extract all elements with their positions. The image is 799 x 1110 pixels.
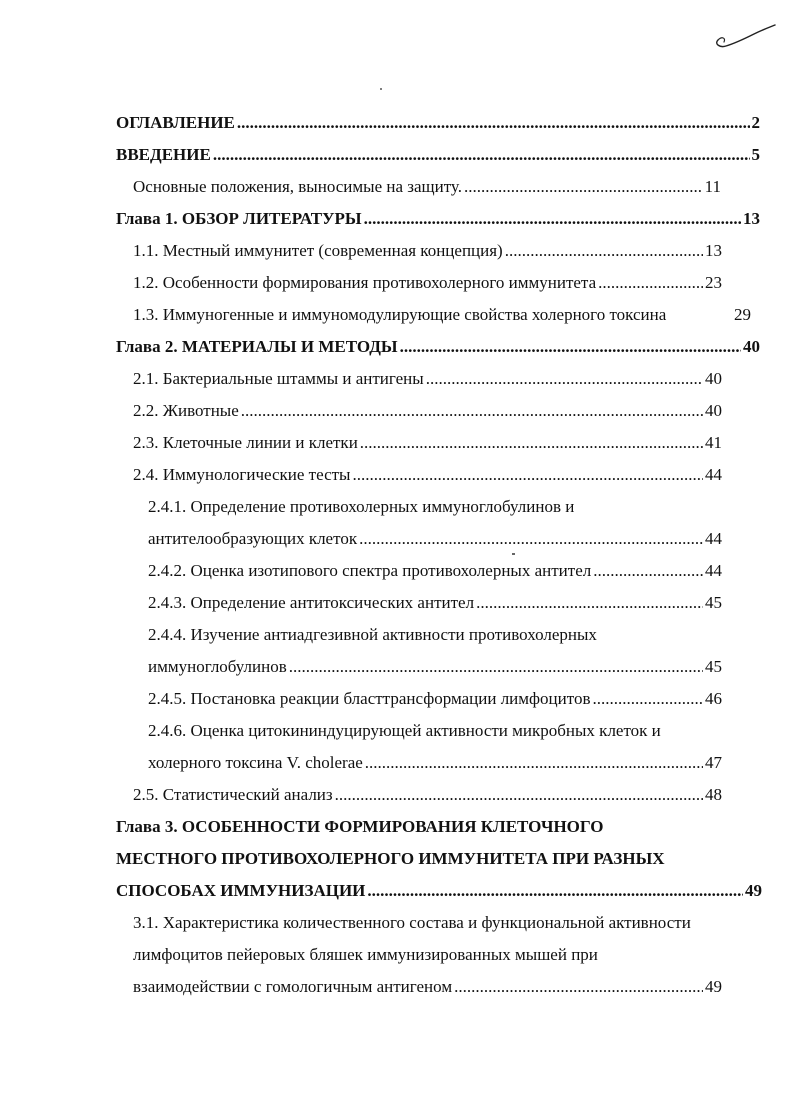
toc-entry-title: 2.4.2. Оценка изотипового спектра противохолерных антител: [148, 561, 592, 580]
toc-entry-title-continued: холерного токсина V. cholerae: [148, 753, 363, 772]
toc-entry-section-2-4-1-line1[interactable]: [148, 492, 574, 518]
toc-entry-contents[interactable]: [116, 108, 760, 134]
toc-entry-title-continued: взаимодействии с гомологичным антигеном: [133, 977, 453, 996]
toc-entry-title: 2.1. Бактериальные штаммы и антигены: [133, 369, 424, 388]
toc-entry-title: 1.2. Особенности формирования противохолерного иммунитета: [133, 273, 597, 292]
toc-entry-chapter-3[interactable]: [116, 876, 762, 902]
dot-leader: [213, 144, 750, 166]
dot-leader: [426, 368, 703, 390]
toc-entry-section-1-3[interactable]: [133, 300, 751, 326]
toc-entry-title-continued: антителообразующих клеток: [148, 529, 358, 548]
toc-page-number: 11: [704, 177, 721, 196]
toc-page-number: 44: [705, 561, 722, 580]
toc-entry-title-continued: СПОСОБАХ ИММУНИЗАЦИИ: [116, 881, 366, 900]
toc-entry-section-2-1[interactable]: [133, 364, 722, 390]
dot-leader: [367, 880, 743, 902]
dot-leader: [400, 336, 741, 358]
toc-page-number: 45: [705, 593, 722, 612]
dot-leader: [241, 400, 703, 422]
toc-page-number: 44: [705, 465, 722, 484]
toc-entry-chapter-3-line1[interactable]: [116, 812, 604, 838]
toc-entry-title: 2.3. Клеточные линии и клетки: [133, 433, 358, 452]
toc-entry-title: ВВЕДЕНИЕ: [116, 145, 211, 164]
toc-entry-title: Глава 1. ОБЗОР ЛИТЕРАТУРЫ: [116, 209, 362, 228]
toc-page-number: 40: [743, 337, 760, 356]
dot-leader: [364, 208, 741, 230]
toc-page-number: 29: [734, 305, 751, 324]
toc-entry-title: 3.1. Характеристика количественного состава и функциональной активности: [133, 913, 691, 932]
dot-leader: [360, 432, 703, 454]
toc-entry-title-continued: лимфоцитов пейеровых бляшек иммунизированных мышей при: [133, 945, 598, 964]
dot-leader: [335, 784, 703, 806]
toc-page-number: 49: [705, 977, 722, 996]
toc-page-number: 2: [751, 113, 760, 132]
toc-page-number: 23: [705, 273, 722, 292]
scan-speck: [380, 88, 382, 90]
handwritten-signature-mark: [712, 22, 778, 54]
toc-entry-section-2-4-3[interactable]: [148, 588, 722, 614]
toc-page-number: 45: [705, 657, 722, 676]
toc-page-number: 13: [705, 241, 722, 260]
toc-entry-title: 2.5. Статистический анализ: [133, 785, 333, 804]
dot-leader: [598, 272, 703, 294]
toc-entry-section-3-1[interactable]: [133, 972, 722, 998]
toc-entry-section-2-4-6[interactable]: [148, 748, 722, 774]
dot-leader: [592, 688, 703, 710]
toc-page-number: 5: [751, 145, 760, 164]
toc-entry-section-2-3[interactable]: [133, 428, 722, 454]
toc-entry-title: Основные положения, выносимые на защиту.: [133, 177, 462, 196]
toc-entry-section-2-4-4[interactable]: [148, 652, 722, 678]
dot-leader: [505, 240, 703, 262]
toc-entry-title: ОГЛАВЛЕНИЕ: [116, 113, 235, 132]
dot-leader: [593, 560, 703, 582]
toc-page-number: 13: [743, 209, 760, 228]
dot-leader: [476, 592, 703, 614]
toc-entry-chapter-3-line2[interactable]: [116, 844, 665, 870]
toc-entry-title: 1.3. Иммуногенные и иммуномодулирующие свойства холерного токсина: [133, 305, 667, 324]
toc-entry-introduction[interactable]: [116, 140, 760, 166]
dot-leader: [352, 464, 703, 486]
toc-entry-chapter-1[interactable]: [116, 204, 760, 230]
toc-entry-title: 2.4.4. Изучение антиадгезивной активности противохолерных: [148, 625, 597, 644]
toc-page-number: 49: [745, 881, 762, 900]
toc-entry-section-3-1-line2[interactable]: [133, 940, 598, 966]
toc-entry-section-2-4-6-line1[interactable]: [148, 716, 661, 742]
dot-leader: [454, 976, 703, 998]
toc-entry-section-2-2[interactable]: [133, 396, 722, 422]
scan-speck: [512, 553, 515, 555]
toc-entry-title: Глава 3. ОСОБЕННОСТИ ФОРМИРОВАНИЯ КЛЕТОЧНОГО: [116, 817, 604, 836]
dot-leader: [359, 528, 703, 550]
toc-entry-title: 1.1. Местный иммунитет (современная концепция): [133, 241, 503, 260]
toc-entry-theses[interactable]: [133, 172, 721, 198]
toc-entry-title: 2.4.5. Постановка реакции бласттрансформации лимфоцитов: [148, 689, 591, 708]
toc-entry-title: 2.4. Иммунологические тесты: [133, 465, 351, 484]
toc-entry-title: 2.4.1. Определение противохолерных иммуноглобулинов и: [148, 497, 575, 516]
toc-entry-chapter-2[interactable]: [116, 332, 760, 358]
toc-entry-section-1-2[interactable]: [133, 268, 722, 294]
toc-entry-section-2-4-5[interactable]: [148, 684, 722, 710]
toc-entry-title: 2.4.3. Определение антитоксических антител: [148, 593, 475, 612]
dot-leader: [289, 656, 703, 678]
toc-entry-section-2-4[interactable]: [133, 460, 722, 486]
toc-entry-section-2-4-2[interactable]: [148, 556, 722, 582]
toc-page-number: 48: [705, 785, 722, 804]
toc-entry-section-2-5[interactable]: [133, 780, 722, 806]
dot-leader: [464, 176, 703, 198]
toc-entry-section-3-1-line1[interactable]: [133, 908, 691, 934]
toc-page-number: 40: [705, 369, 722, 388]
dot-leader: [237, 112, 750, 134]
toc-page-number: 47: [705, 753, 722, 772]
toc-entry-section-2-4-1[interactable]: [148, 524, 722, 550]
dot-leader: [365, 752, 703, 774]
toc-entry-title-continued: МЕСТНОГО ПРОТИВОХОЛЕРНОГО ИММУНИТЕТА ПРИ РАЗНЫХ: [116, 849, 665, 868]
toc-page-number: 41: [705, 433, 722, 452]
toc-entry-title-continued: иммуноглобулинов: [148, 657, 287, 676]
toc-page-number: 46: [705, 689, 722, 708]
toc-entry-section-2-4-4-line1[interactable]: [148, 620, 597, 646]
toc-page-number: 40: [705, 401, 722, 420]
toc-entry-title: 2.4.6. Оценка цитокининдуцирующей активности микробных клеток и: [148, 721, 661, 740]
toc-entry-title: Глава 2. МАТЕРИАЛЫ И МЕТОДЫ: [116, 337, 398, 356]
toc-page-number: 44: [705, 529, 722, 548]
toc-entry-section-1-1[interactable]: [133, 236, 722, 262]
toc-entry-title: 2.2. Животные: [133, 401, 239, 420]
